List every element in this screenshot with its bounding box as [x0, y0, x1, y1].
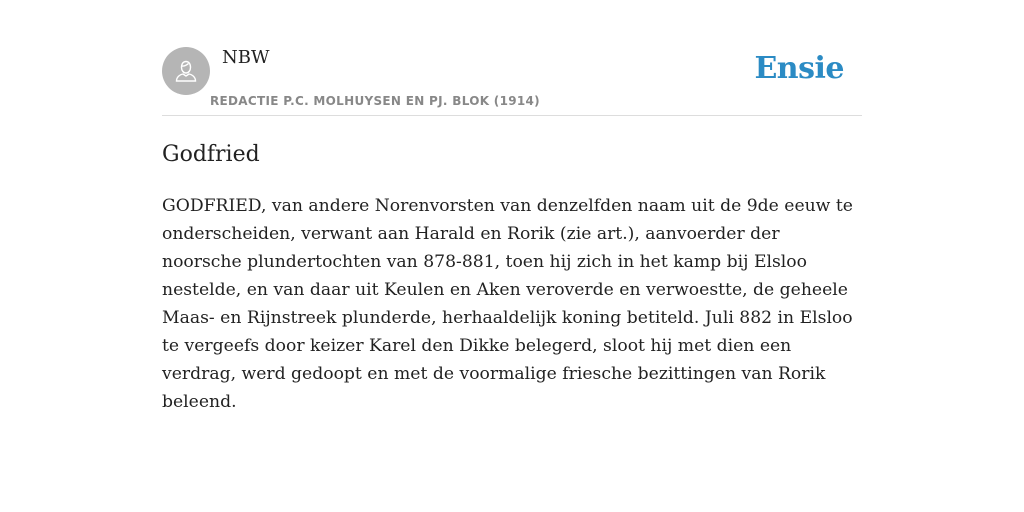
entry-body: GODFRIED, van andere Norenvorsten van denzelfden naam uit de 9de eeuw te onderscheiden, verwant aan Harald en Rorik (zie art.), aanvoerder der noorsche plundertochten van 878-881, toen hij zich in het kamp bij Elsloo nestelde, en van daar uit Keulen en Aken veroverde en verwoestte, de geheele Maas- en Rijnstreek plunderde, herhaaldelijk koning betiteld. Juli 882 in Elsloo te vergeefs door keizer Karel den Dikke belegerd, sloot hij met dien een verdrag, werd gedoopt en met de voormalige friesche bezittingen van Rorik beleend.: [162, 196, 853, 412]
user-icon: [172, 57, 200, 85]
editors-credit: REDACTIE P.C. MOLHUYSEN EN PJ. BLOK (1914): [210, 94, 540, 108]
entry-title: Godfried: [162, 142, 260, 167]
author-name[interactable]: NBW: [222, 47, 270, 68]
author-avatar[interactable]: [162, 47, 210, 95]
entry-header: [162, 0, 862, 116]
brand-logo[interactable]: Ensie: [754, 51, 844, 86]
